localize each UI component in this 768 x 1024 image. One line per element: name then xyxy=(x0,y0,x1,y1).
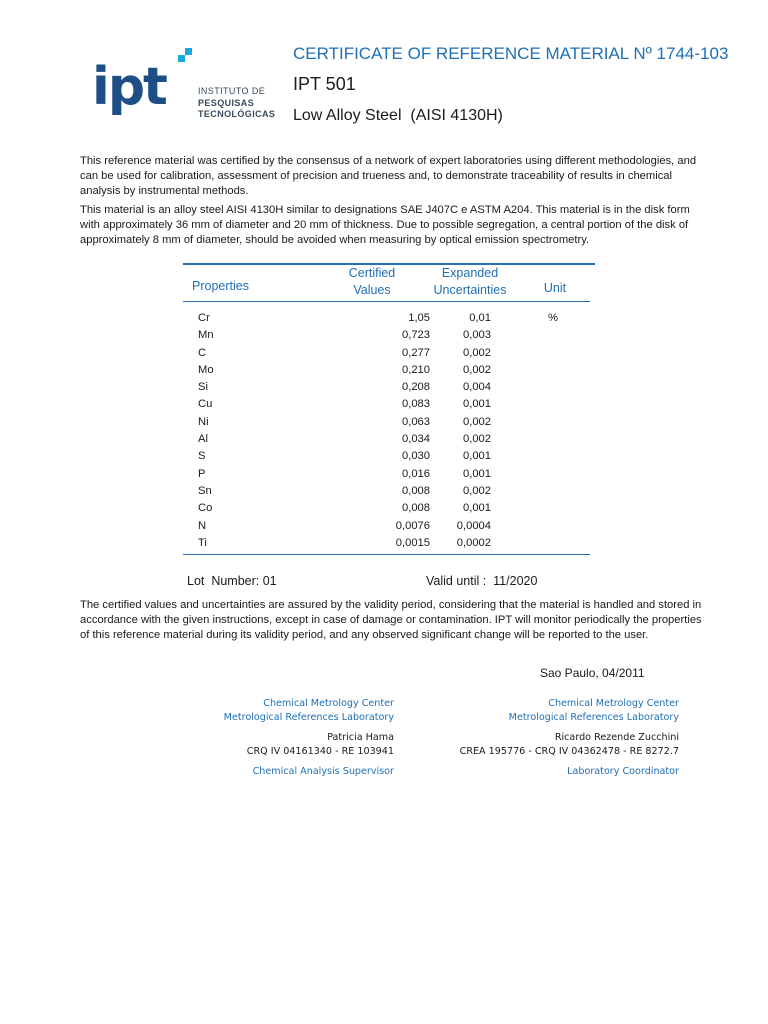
uncertainty-cell: 0,001 xyxy=(463,467,491,480)
uncertainty-cell: 0,002 xyxy=(463,346,491,359)
property-cell: Cu xyxy=(198,398,213,411)
table-row xyxy=(0,431,768,448)
table-row xyxy=(0,310,768,327)
logo-line-3: TECNOLÓGICAS xyxy=(198,109,276,119)
sig-left-role: Chemical Analysis Supervisor xyxy=(252,766,394,777)
sig-right-role: Laboratory Coordinator xyxy=(567,766,679,777)
table-row xyxy=(0,448,768,465)
table-row xyxy=(0,414,768,431)
certified-value-cell: 0,030 xyxy=(402,450,430,463)
certified-value-cell: 0,016 xyxy=(402,467,430,480)
sig-right-registry: CREA 195776 - CRQ IV 04362478 - RE 8272.7 xyxy=(459,746,679,757)
table-body xyxy=(0,310,768,552)
uncertainty-cell: 0,001 xyxy=(463,398,491,411)
property-cell: Ni xyxy=(198,415,209,428)
signature-block-right xyxy=(359,697,679,779)
intro-paragraph-2: This material is an alloy steel AISI 4130H similar to designations SAE J407C e ASTM A204. This material is in the disk form with approximately 36 mm of diameter and 20 mm of thickness. Due to possible segregation, a central portion of the disk of approximately 8 mm of diameter, should be avoided when measuring by optical emission spectrometry. xyxy=(80,204,690,246)
unit-cell: % xyxy=(548,312,558,324)
property-cell: Co xyxy=(198,502,213,515)
header-certified-line-2: Values xyxy=(353,283,391,297)
logo-line-2: PESQUISAS xyxy=(198,97,255,108)
certified-value-cell: 0,277 xyxy=(402,346,430,359)
intro-paragraph-1: This reference material was certified by the consensus of a network of expert laboratories using different methodologies, and can be used for calibration, assessment of precision and trueness and, to demonstrate traceability of results in chemical analysis by instrumental methods. xyxy=(80,155,697,197)
uncertainty-cell: 0,002 xyxy=(463,415,491,428)
lot-number: Lot Number: 01 xyxy=(187,574,277,588)
uncertainty-cell: 0,01 xyxy=(469,312,491,324)
property-cell: Ti xyxy=(198,536,207,549)
certified-value-cell: 0,208 xyxy=(402,381,430,394)
property-cell: C xyxy=(198,346,207,359)
certified-value-cell: 0,008 xyxy=(402,484,430,497)
table-row xyxy=(0,518,768,535)
certified-value-cell: 0,034 xyxy=(402,433,430,446)
ipt-logo-mark: ipt xyxy=(92,57,166,117)
uncertainty-cell: 0,003 xyxy=(463,329,491,342)
sig-left-center: Chemical Metrology Center xyxy=(263,698,394,709)
validity-paragraph: The certified values and uncertainties are assured by the validity period, considering that the material is handled and stored in accordance with the given instructions, except in case of damage or contamination. IPT will monitor periodically the properties of this reference material during its validity period, and any observed significant change will be reported to the user. xyxy=(80,599,702,641)
table-row xyxy=(0,535,768,552)
table-row xyxy=(0,362,768,379)
sig-left-registry: CRQ IV 04161340 - RE 103941 xyxy=(246,746,394,757)
header-certified-line-1: Certified xyxy=(348,266,396,280)
table-row xyxy=(0,379,768,396)
table-row xyxy=(0,327,768,344)
certified-value-cell: 0,723 xyxy=(402,329,430,342)
property-cell: Si xyxy=(198,381,208,394)
header-unit: Unit xyxy=(543,281,567,295)
certified-value-cell: 0,210 xyxy=(402,363,430,376)
valid-until: Valid until : 11/2020 xyxy=(426,574,538,588)
property-cell: Sn xyxy=(198,484,212,497)
table-bottom-rule xyxy=(183,554,590,555)
uncertainty-cell: 0,0002 xyxy=(456,536,491,549)
uncertainty-cell: 0,001 xyxy=(463,450,491,463)
certified-value-cell: 1,05 xyxy=(408,312,430,324)
sig-left-lab: Metrological References Laboratory xyxy=(223,712,394,723)
sig-right-lab: Metrological References Laboratory xyxy=(508,712,679,723)
property-cell: Mn xyxy=(198,329,214,342)
uncertainty-cell: 0,002 xyxy=(463,484,491,497)
certificate-title: CERTIFICATE OF REFERENCE MATERIAL Nº 1744-103 xyxy=(293,44,729,63)
property-cell: Mo xyxy=(198,363,214,376)
sig-right-name: Ricardo Rezende Zucchini xyxy=(554,732,679,743)
header-expanded-uncertainties xyxy=(424,265,516,299)
certified-value-cell: 0,0076 xyxy=(395,519,430,532)
property-cell: S xyxy=(198,450,206,463)
table-row xyxy=(0,466,768,483)
uncertainty-cell: 0,001 xyxy=(463,502,491,515)
certified-value-cell: 0,0015 xyxy=(395,536,430,549)
table-row xyxy=(0,500,768,517)
material-description: Low Alloy Steel (AISI 4130H) xyxy=(293,107,503,124)
property-cell: Cr xyxy=(198,312,210,324)
logo-institute-name xyxy=(198,86,278,121)
table-header-rule xyxy=(183,301,590,302)
uncertainty-cell: 0,0004 xyxy=(456,519,491,532)
table-row xyxy=(0,345,768,362)
table-row xyxy=(0,483,768,500)
sig-left-name: Patricia Hama xyxy=(327,732,394,743)
header-expanded-line-1: Expanded xyxy=(441,266,499,280)
uncertainty-cell: 0,004 xyxy=(463,381,491,394)
header-expanded-line-2: Uncertainties xyxy=(433,283,507,297)
certified-value-cell: 0,063 xyxy=(402,415,430,428)
uncertainty-cell: 0,002 xyxy=(463,363,491,376)
place-date: Sao Paulo, 04/2011 xyxy=(540,666,645,680)
uncertainty-cell: 0,002 xyxy=(463,433,491,446)
header-certified-values xyxy=(330,265,414,299)
property-cell: Al xyxy=(198,433,208,446)
certified-value-cell: 0,083 xyxy=(402,398,430,411)
sig-right-center: Chemical Metrology Center xyxy=(548,698,679,709)
header-properties: Properties xyxy=(192,279,249,293)
property-cell: N xyxy=(198,519,207,532)
material-code: IPT 501 xyxy=(293,74,356,94)
property-cell: P xyxy=(198,467,206,480)
table-row xyxy=(0,396,768,413)
certified-value-cell: 0,008 xyxy=(402,502,430,515)
signature-block-left xyxy=(74,697,394,779)
logo-line-1: INSTITUTO DE xyxy=(198,86,266,96)
